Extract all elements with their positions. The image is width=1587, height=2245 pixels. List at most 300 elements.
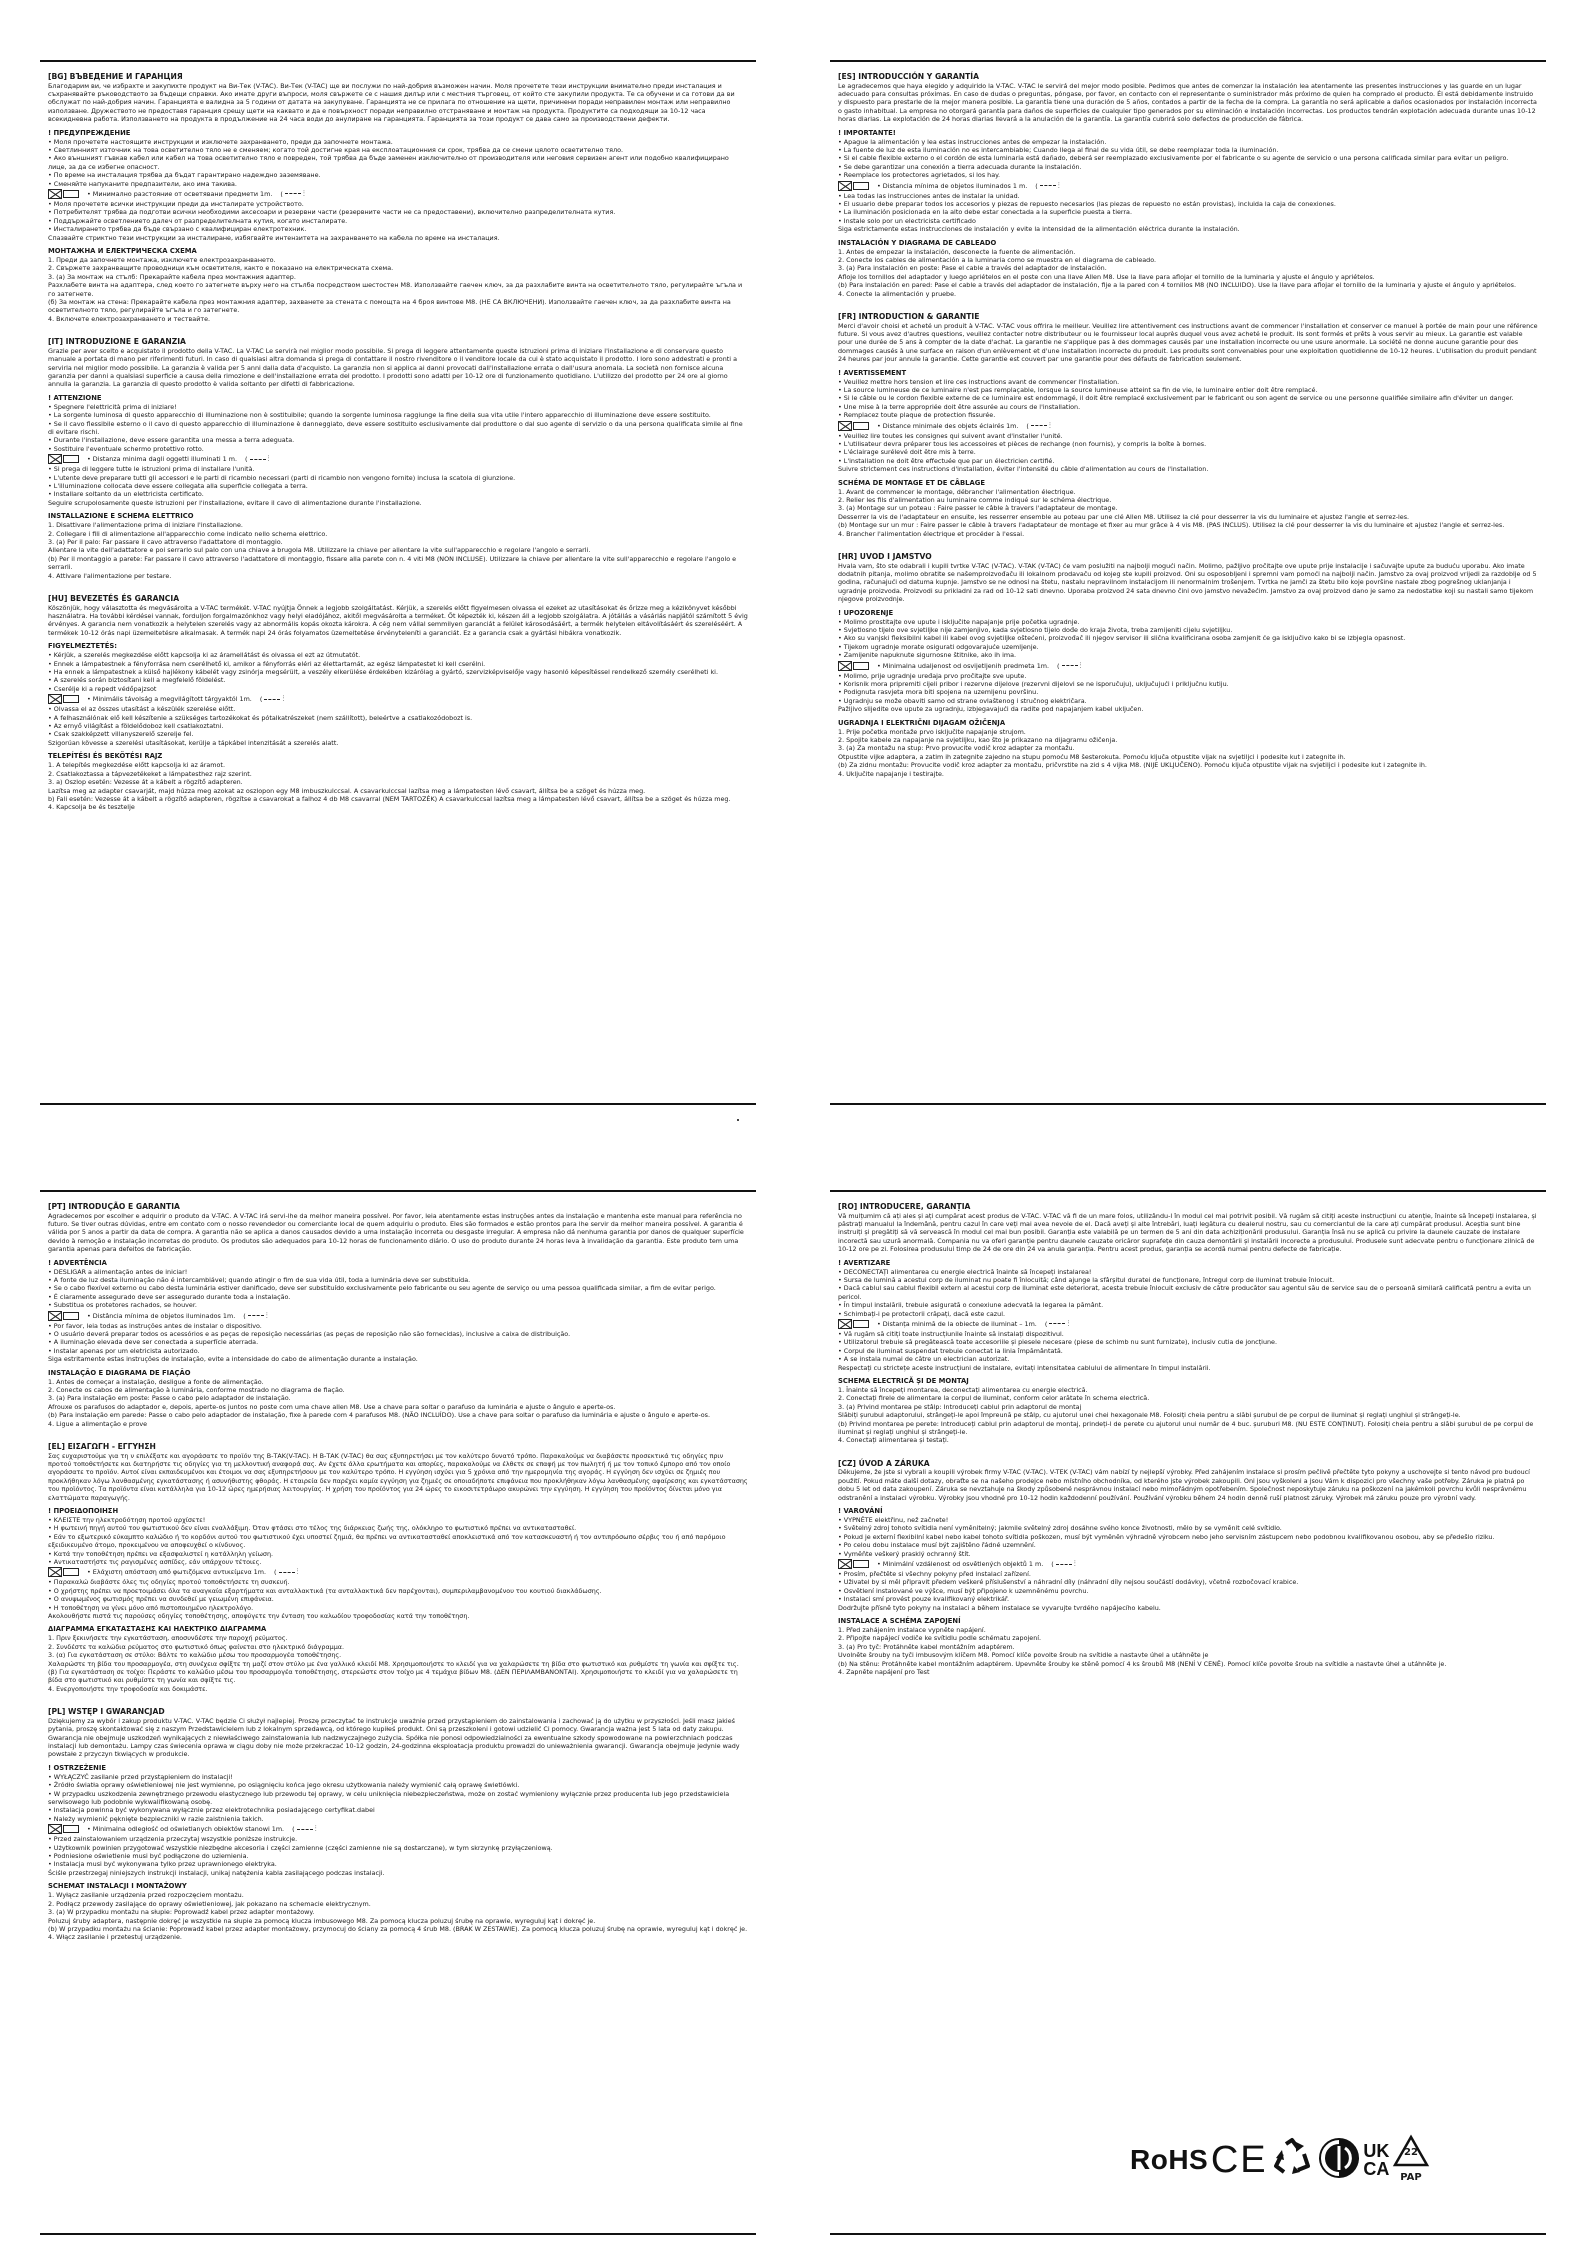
installation-step: Afloje los tornillos del adaptador y luego apriételos en el poste con una llave Allen M8. Use la llave para aflojar el tornillo de la luminaria y ajuste el ángulo y apriételos. (838, 272, 1375, 281)
warnings-list (48, 138, 748, 188)
warning-item: • În timpul instalării, trebuie asigurată o conexiune adecvată la legarea la pământ. (838, 1301, 1104, 1310)
installation-step: 2. Připojte napájecí vodiče ke svítidlu podle schématu zapojení. (838, 1634, 1042, 1643)
language-section (838, 72, 1538, 298)
language-section (48, 1442, 748, 1693)
warning-item: • WYŁĄCZYĆ zasilanie przed przystąpieniem do instalacji! (48, 1772, 233, 1781)
min-distance-text: • Minimális távolság a megvilágított tárgyaktól 1m. (87, 695, 252, 704)
warning-item: • Se o cabo flexível externo ou cabo desta luminária estiver danificado, deve ser substituído exclusivamente pelo fabricante ou seu agente de serviço ou uma pessoa qualificada similar, a fim de evitar perigo. (48, 1284, 716, 1293)
section-title: [EL] ΕΙΣΑΓΩΓΗ - ΕΓΓΥΗΣΗ (48, 1442, 156, 1452)
installation-step: 1. Antes de empezar la instalación, desconecte la fuente de alimentación. (838, 247, 1076, 256)
min-distance-text: • Ελάχιστη απόσταση από φωτιζόμενα αντικείμενα 1m. (87, 1568, 267, 1577)
installation-steps (838, 488, 1538, 538)
section-title: [RO] INTRODUCERE, GARANȚIA (838, 1202, 971, 1211)
distance-arrow-icon: ( ⫶ (245, 454, 269, 464)
installation-step: 2. Podłącz przewody zasilające do oprawy oświetleniowej, jak pokazano na schemacie elektrycznym. (48, 1899, 371, 1908)
installation-step: 3. (а) За монтаж на стълб: Прекарайте кабела през монтажния адаптер. (48, 272, 296, 281)
min-distance-row (48, 1311, 748, 1321)
no-cover-icon (48, 454, 62, 464)
language-section (48, 594, 748, 812)
pap-label: PAP (1400, 2172, 1422, 2183)
warnings-list (48, 1773, 748, 1823)
lamp-icon (63, 455, 79, 463)
warnings-list-2 (48, 705, 748, 747)
warnings-title: FIGYELMEZTETÉS: (48, 642, 118, 651)
section-intro: Hvala vam, što ste odabrali i kupili tvrtke V-TAC (V-TAC). V-TAK (V-TAC) će vam poslužiti na najbolji mogući način. Molimo, pažljivo pročitajte ove upute prije instalacije i sačuvajte upute za buduću uporabu. Ako imate dodatnih pitanja, molimo obratite se našemproizvođaču ili lokalnom prodavaču od kojeg ste kupili proizvod. Oni su osposobljeni i spremni vam pomoći na najbolji način. Jamstvo za ovaj proizvod vrijedi za razdoblje od 5 godina, računajući od datuma kupnje. Jamstvo se ne odnosi na štetu, nastalu nepravilnom instalacijom ili nenormalnim trošenjem. Tvrtka ne jamči za štetu bilo koje površine nastale zbog pogrešnog uklanjanja i ugradnje proizvoda. Proizvodi su prikladni za rad od 10-12 sati dnevno. Uporaba proizvod 24 sata dnevno čini ovo jamstvo nevažećim. Jamstvo za ovaj proizvod dano je samo za nedostatke koji su nastali samo tijekom njegove proizvodnje. (838, 561, 1537, 604)
installation-steps (48, 1634, 748, 1693)
fixture-distance-icon (838, 1319, 869, 1329)
warning-item: Ściśle przestrzegaj niniejszych instrukcji instalacji, unikaj natężenia kabla zasilającego podczas instalacji. (48, 1868, 385, 1877)
warning-item: • Instalaci smí provést pouze kvalifikovaný elektrikář. (838, 1595, 1009, 1604)
installation-step: 1. Antes de começar a instalação, desligue a fonte de alimentação. (48, 1377, 264, 1386)
diagram-title: INSTALAÇÃO E DIAGRAMA DE FIAÇÃO (48, 1368, 191, 1377)
warning-item: Pažljivo slijedite ove upute za ugradnju, izbjegavajući da radite pod napajanjem kabel uključen. (838, 705, 1144, 714)
fixture-distance-icon (48, 189, 79, 199)
warning-item: • Инсталирането трябва да бъде свързано с квалифициран електротехник. (48, 225, 307, 234)
warning-item: • A se instala numai de către un electrician autorizat. (838, 1355, 1010, 1364)
warning-item: • Corpul de iluminat suspendat trebuie conectat la linia împământată. (838, 1346, 1063, 1355)
warnings-list (48, 651, 748, 693)
warnings-list (838, 1516, 1538, 1558)
installation-step: 4. Kapcsolja be és tesztelje (48, 803, 135, 812)
warning-item: Dodržujte přísně tyto pokyny na instalaci a během instalace se vyvarujte tvrdého napájecího kabelu. (838, 1603, 1161, 1612)
installation-step: 3. (a) Montage sur un poteau : Faire passer le câble à travers l'adaptateur de montage. (838, 504, 1118, 513)
warning-item: • Sostituire l'eventuale schermo protettivo rotto. (48, 444, 204, 453)
document-page-top-right (830, 60, 1546, 1105)
min-distance-row (838, 181, 1538, 191)
section-intro: Agradecemos por escolher e adquirir o produto da V-TAC. A V-TAC irá servi-lhe da melhor maneira possível. Por favor, leia atentamente estas instruções antes da instalação e mantenha este manual para referência no futuro. Se tiver outras dúvidas, entre em contato com o nosso revendedor ou comerciante local de quem adquiriu o produto. Eles são formados e estão prontos para lhe servir da melhor maneira possível. A garantia é válida por 5 anos a partir da data de compra. A garantia não se aplica a danos causados devido a uma instalação incorreta ou desgaste irregular. A empresa não dá nenhuma garantia por danos de qualquer superfície devido à remoção e instalação incorretas do produto. Os produtos são adequados para 10-12 horas de funcionamento diário. O uso do produto durante 24 horas leva à invalidação da garantia. Este produto tem uma garantia apenas para defeitos de fabricação. (48, 1211, 744, 1254)
warning-item: • Instalacja powinna być wykonywana wyłącznie przez elektrotechnika posiadającego certyfikat.dabei (48, 1806, 375, 1815)
fixture-distance-icon (838, 421, 869, 431)
warnings-title: ! UPOZORENJE (838, 608, 894, 617)
section-title: [HU] BEVEZETÉS ÉS GARANCIA (48, 594, 180, 604)
warning-item: • El usuario debe preparar todos los accesorios y piezas de repuesto necesarios (las piezas de repuesto no están provistas), incluida la caja de conexiones. (838, 199, 1336, 208)
no-cover-icon (838, 1319, 852, 1329)
installation-steps (838, 248, 1538, 298)
warning-item: • Por favor, leia todas as instruções antes de instalar o dispositivo. (48, 1321, 262, 1330)
warning-item: • Světelný zdroj tohoto svítidla není vyměnitelný; jakmile světelný zdroj dosáhne svého konce životnosti, mělo by se vyměnit celé svítidlo. (838, 1524, 1282, 1533)
language-section (48, 337, 748, 580)
installation-step: 3. (a) W przypadku montażu na słupie: Poprowadź kabel przez adapter montażowy. (48, 1908, 315, 1917)
ukca-top: UK (1363, 2141, 1390, 2161)
warning-item: • Ο ανυψωμένος φωτισμός πρέπει να συνδεθεί με γειωμένη επιφάνεια. (48, 1595, 274, 1604)
installation-step: Desserrer la vis de l'adaptateur en ensuite, les resserrer ensemble au poteau par une clé Allen M8. Utilisez la clé pour desserrer la vis du luminaire et ajustez l'angle et serrez-les. (838, 512, 1410, 521)
language-section (838, 312, 1538, 538)
lamp-icon (853, 662, 869, 670)
installation-step: (b) Privind montarea pe perete: Introduceți cablul prin adaptorul de montaj, prindeți-l de perete cu ajutorul unui număr de 4 buc. șuruburi M8. (NU ESTE CONȚINUT). Folosiți cheia pentru a slăbi șurubul de pe corpul de iluminat și reglați unghiul și strângeți-le. (838, 1419, 1534, 1437)
min-distance-row (48, 189, 748, 199)
warning-item: • Veuillez mettre hors tension et lire ces instructions avant de commencer l'installation. (838, 377, 1120, 386)
installation-step: 4. Attivare l'alimentazione per testare. (48, 571, 172, 580)
distance-arrow-icon: ( ⫶ (280, 188, 304, 198)
installation-step: 4. Włącz zasilanie i przetestuj urządzenie. (48, 1933, 182, 1942)
warning-item: • Instale solo por un electricista certificado (838, 216, 976, 225)
warnings-list-2 (838, 672, 1538, 714)
warnings-list-2 (48, 1322, 748, 1364)
warning-item: • Η φωτεινή πηγή αυτού του φωτιστικού δεν είναι εναλλάξιμη. Όταν φτάσει στο τέλος της διάρκειας ζωής της, ολόκληρο το φωτιστικό πρέπει να αντικατασταθεί. (48, 1524, 577, 1533)
min-distance-row (48, 1824, 748, 1834)
lamp-icon (63, 695, 79, 703)
section-title: [PT] INTRODUÇÃO E GARANTIA (48, 1202, 180, 1211)
document-page-bottom-right (830, 1190, 1546, 2235)
installation-step: 1. A telepítés megkezdése előtt kapcsolja ki az áramot. (48, 761, 225, 770)
rohs-mark: RoHS (1130, 2144, 1209, 2175)
installation-step: Uvolněte šrouby na tyči imbusovým klíčem M8. Pomocí klíče povolte šroub na svítidle a nastavte úhel a utáhněte je (838, 1651, 1209, 1660)
installation-step: 3. (α) Για εγκατάσταση σε στύλο: Βάλτε το καλώδιο μέσω του προσαρμογέα τοποθέτησης. (48, 1651, 342, 1660)
warning-item: • Schimbați-i pe protectorii crăpați, dacă este cazul. (838, 1309, 1006, 1318)
installation-step: 2. Collegare i fili di alimentazione all'apparecchio come indicato nello schema elettrico. (48, 529, 328, 538)
installation-step: (b) Para instalación en pared: Pase el cable a través del adaptador de instalación, fije a la pared con 4 tornillos M8 (NO INCLUIDO). Use la llave para aflojar el tornillo de la luminaria y ajuste el ángulo y apriételos. (838, 281, 1517, 290)
section-title: [HR] UVOD I JAMSTVO (838, 552, 932, 562)
warning-item: • Vyměňte veškerý prasklý ochranný štít. (838, 1549, 971, 1558)
warnings-list-2 (838, 432, 1538, 474)
section-intro: Dziękujemy za wybór i zakup produktu V-TAC. V-TAC będzie Ci służył najlepiej. Proszę przeczytać te instrukcje uważnie przed przystąpieniem do zainstalowania i zachować ją do użytku w przyszłości. Jeśli masz jakieś pytania, proszę skontaktować się z naszym Przedstawicielem lub z lokalnym sprzedawcą, od którego kupiłeś produkt. Oni są przeszkoleni i gotowi udzielić Ci pomocy. Gwarancja ważna jest 5 lata od daty zakupu. Gwarancja nie obejmuje uszkodzeń wynikających z niewłaściwego zainstalowania lub nadzwyczajnego zużycia. Spółka nie ponosi odpowiedzialności za ewentualne szkody spowodowane na powierzchniach podczas instalacji lub demontażu. Lampy czas świecenia oprawa w ciągu doby nie może przekraczać 10-12 godzin, 24-godzinna eksploatacja produktu prowadzi do unieważnienia gwarancji. Gwarancja obejmuje jedynie wady powstałe z przyczyn tkwiących w produkcie. (48, 1716, 740, 1759)
fixture-distance-icon (48, 694, 79, 704)
diagram-title: UGRADNJA I ELEKTRIČNI DIJAGAM OŽIČENJA (838, 718, 1006, 727)
min-distance-text: • Distancia mínima de objetos iluminados 1 m. (877, 181, 1028, 190)
warnings-list (838, 138, 1538, 180)
section-intro: Vă mulțumim că ați ales și ați cumpărat acest produs de V-TAC. V-TAC vă fi de un mare folos, utilizându-l în modul cel mai potrivit posibil. Vă rugăm să citiți aceste instrucțiuni cu atenție, înainte să începeți instalarea, și păstrați manualul la îndemână, pentru cazul în care veți mai avea nevoie de el. Dacă aveți și alte întrebări, luați legătura cu dealerul nostru, sau cu comerciantul de la care ați cumpărat produsul. Aceștia sunt bine instruiți și pregătiți să vă servească în modul cel mai bun posibil. Garanția este valabilă pe un termen de 5 ani din data achiziționării produsului. Garanția însă nu se aplică cu privire la daunele cauzate de instalare incorectă sau uzură anormală. Compania nu va oferi garanție pentru daunele cauzate oricăror suprafețe din cauza demontării și instalării incorecte a produsului. Produsele sunt adecvate pentru o funcționare zilnică de 10-12 ore pe zi. Folosirea produsului timp de 24 de ore din 24 va anula garanția. Pentru acest produs, garanția se acordă numai pentru defecte de fabricație. (838, 1211, 1537, 1254)
warning-item: • Si prega di leggere tutte le istruzioni prima di installare l'unità. (48, 465, 255, 474)
no-cover-icon (48, 1567, 62, 1577)
language-section (838, 1459, 1538, 1677)
warning-item: • Molimo prostitajte ove upute i isključite napajanje prije početka ugradnje. (838, 617, 1080, 626)
installation-step: (b) Para instalação em parede: Passe o cabo pelo adaptador de instalação, fixe à parede com 4 parafusos M8. (NÃO INCLUÍDO). Use a chave para soltar o parafuso da luminária e ajuste o ângulo e aperte-os. (48, 1411, 711, 1420)
installation-step: 4. Ligue a alimentação e prove (48, 1419, 148, 1428)
warning-item: Siga estritamente estas instruções de instalação, evite a intensidade do cabo de alimentação durante a instalação. (48, 1355, 418, 1364)
installation-step: 4. Включете електрозахранването и тествайте. (48, 314, 211, 323)
diagram-title: INSTALACE A SCHÉMA ZAPOJENÍ (838, 1617, 961, 1626)
warning-item: • Se debe garantizar una conexión a tierra adecuada durante la instalación. (838, 162, 1082, 171)
warnings-title: ! OSTRZEŻENIE (48, 1763, 107, 1772)
installation-step: 4. Brancher l'alimentation électrique et procéder à l'essai. (838, 529, 1025, 538)
ce-mark: CE (1210, 2138, 1268, 2181)
section-intro: Merci d'avoir choisi et acheté un produit à V-TAC. V-TAC vous offrira le meilleur. Veuillez lire attentivement ces instructions avant de commencer l'installation et conserver ce manuel à portée de main pour une référence future. Si vous avez d'autres questions, veuillez contacter notre distributeur ou le fournisseur local auprès duquel vous avez acheté le produit. Ils sont formés et prêts à vous servir au mieux. La garantie est valable pour une durée de 5 ans à compter de la date d'achat. La garantie ne s'applique pas à des dommages causés par une installation incorrecte ou une usure anormale. La société ne donne aucune garantie pour des dommages causés à une surface en raison d'un enlèvement et d'une installation incorrecte du produit. Les produits sont convenables pour une exploitation quotidienne de 10-12 heures. L'utilisation du produit pendant 24 heures par jour annule la garantie. Cette garantie est couvert par une garantie pour des défauts de fabrication seulement. (838, 321, 1538, 364)
section-title: [IT] INTRODUZIONE E GARANZIA (48, 337, 186, 347)
min-distance-text: • Minimalna odległość od oświetlanych obiektów stanowi 1m. (87, 1825, 285, 1834)
warning-item: • Vă rugăm să citiți toate instrucțiunile înainte să instalați dispozitivul. (838, 1329, 1064, 1338)
warning-item: • Потребителят трябва да подготви всички необходими аксесоари и резервни части (резервните части не са предоставени), включително разпределителната кутия. (48, 208, 616, 217)
lamp-icon (853, 1560, 869, 1568)
installation-step: 1. Înainte să începeți montarea, deconectați alimentarea cu energie electrică. (838, 1386, 1088, 1394)
installation-steps (838, 1386, 1538, 1445)
pap-recycling-icon (1392, 2134, 1430, 2186)
warning-item: • Należy wymienić pęknięte bezpieczniki w razie zaistnienia takich. (48, 1814, 264, 1823)
warnings-title: ! AVERTIZARE (838, 1258, 891, 1267)
no-cover-icon (838, 181, 852, 191)
warning-item: • Instalar apenas por um eletricista autorizado. (48, 1346, 200, 1355)
warning-item: • Durante l'installazione, deve essere garantita una messa a terra adeguata. (48, 436, 295, 445)
warnings-list-2 (838, 192, 1538, 234)
min-distance-text: • Distanța minimă de la obiecte de iluminat – 1m. (877, 1319, 1037, 1328)
installation-step: (б) За монтаж на стена: Прекарайте кабела през монтажния адаптер, захванете за стената с помощта на 4 броя винтове M8. (НЕ СА ВКЛЮЧЕНИ). Използвайте гаечен ключ, за да разхлабите винта на осветителното тяло, регулирайте ъгъла и го затегнете. (48, 298, 731, 315)
min-distance-row (48, 1567, 748, 1577)
diagram-title: МОНТАЖНА И ЕЛЕКТРИЧЕСКА СХЕМА (48, 247, 197, 255)
diagram-title: INSTALLAZIONE E SCHEMA ELETTRICO (48, 512, 194, 521)
warning-item: Seguire scrupolosamente queste istruzioni per l'installazione, evitare il cavo di alimentazione durante l'installazione. (48, 498, 422, 507)
fixture-distance-icon (838, 661, 869, 671)
warning-item: • Apague la alimentación y lea estas instrucciones antes de empezar la instalación. (838, 137, 1107, 146)
warning-item: • Εάν το εξωτερικό εύκαμπτο καλώδιο ή το κορδόνι αυτού του φωτιστικού έχει υποστεί ζημιά, θα πρέπει να αντικατασταθεί αποκλειστικά από τον κατασκευαστή ή τον αντιπρόσωπο σέρβις του ή από παρόμοιο εξειδικευμένο άτομο, προκειμένου να αποφευχθεί ο κίνδυνος. (48, 1532, 726, 1550)
distance-arrow-icon: ( ⫶ (243, 1310, 267, 1320)
min-distance-row (48, 694, 748, 704)
no-cover-icon (48, 1311, 62, 1321)
installation-step: 3. (a) Per il palo: Far passare il cavo attraverso l'adattatore di montaggio. (48, 538, 283, 547)
installation-step: (b) Montage sur un mur : Faire passer le câble à travers l'adaptateur de montage et fixer au mur grâce à 4 vis M8. (PAS INCLUS). Utilisez la clé pour desserrer la vis du luminaire et ajustez l'angle et serrez-les. (838, 521, 1505, 530)
fixture-distance-icon (48, 1311, 79, 1321)
lamp-icon (853, 1320, 869, 1328)
warnings-list (838, 378, 1538, 420)
fixture-distance-icon (48, 1824, 79, 1834)
warning-item: • Molimo, prije ugradnje uređaja prvo pročitajte sve upute. (838, 671, 1027, 680)
warning-item: Szigorúan kövesse a szerelési utasításokat, kerülje a tápkábel intenzitását a szerelés alatt. (48, 738, 339, 747)
warning-item: • Instalacja musi być wykonywana tylko przez uprawnionego elektryka. (48, 1860, 277, 1869)
no-cover-icon (48, 1824, 62, 1834)
warning-item: • Si el cable flexible externo o el cordón de esta luminaria está dañado, deberá ser reemplazado exclusivamente por el fabricante o su agente de servicio o una persona calificada similar para evitar un peligro. (838, 154, 1509, 163)
warning-item: • Uživatel by si měl připravit předem veškeré příslušenství a náhradní díly (náhradní díly nejsou součástí dodávky), včetně rozbočovací krabice. (838, 1578, 1299, 1587)
warning-item: • A fonte de luz desta iluminação não é intercambiável; quando atingir o fim de sua vida útil, toda a luminária deve ser substituída. (48, 1275, 471, 1284)
installation-step: 2. Relier les fils d'alimentation au luminaire comme indiqué sur le schéma électrique. (838, 496, 1112, 505)
warnings-list-2 (48, 1835, 748, 1877)
lamp-icon (853, 422, 869, 430)
no-cover-icon (48, 694, 62, 704)
section-intro: Grazie per aver scelto e acquistato il prodotto della V-TAC. La V-TAC Le servirà nel miglior modo possibile. Si prega di leggere attentamente queste istruzioni prima di iniziare l'installazione e di conservare questo manuale a portata di mano per riferimenti futuri. In caso di qualsiasi altra domanda si prega di contattare il nostro rivenditore o il venditore locale da cui è stato acquistato il prodotto. I loro sono addestrati e pronti a servirla nel miglior modo possibile. La garanzia è valida per 5 anni dalla data d'acquisto. La garanzia non si applica ai danni provocati dall'installazione errata o dall'usura anomala. La società non fornisce alcuna garanzia per danni a qualsiasi superficie a causa della rimozione e dell'installazione errata del prodotto. I prodotti sono adatti per 10-12 ore di funzionamento quotidiano. L'utilizzo del prodotto per 24 ore al giorno annulla la garanzia. La garanzia di questo prodotto è valida soltanto per difetti di fabbricazione. (48, 346, 737, 389)
min-distance-text: • Минимално разстояние от осветявани предмети 1m. (87, 189, 273, 198)
warning-item: • L'illuminazione collocata deve essere collegata alla superficie collegata a terra. (48, 482, 308, 491)
warnings-title: ! ADVERTÊNCIA (48, 1258, 107, 1267)
warning-item: • Kérjük, a szerelés megkezdése előtt kapcsolja ki az áramellátást és olvassa el ezt az útmutatót. (48, 651, 361, 660)
no-cover-icon (48, 189, 62, 199)
warning-item: • Spegnere l'elettricità prima di iniziare! (48, 402, 177, 411)
installation-step: 4. Zapněte napájení pro Test (838, 1668, 930, 1677)
warning-item: • Źródło światła oprawy oświetleniowej nie jest wymienne, po osiągnięciu końca jego okresu użytkowania należy wymienić całą oprawę świetlówki. (48, 1781, 520, 1790)
warning-item: • Моля прочетете настоящите инструкции и изключете захранването, преди да започнете монтажа. (48, 137, 393, 146)
language-section (48, 1707, 748, 1941)
installation-step: 2. Spojite kabele za napajanje na svjetiljku, kao što je prikazano na dijagramu ožičenja. (838, 736, 1118, 745)
warning-item: • L'éclairage surélevé doit être mis à terre. (838, 448, 976, 457)
warning-item: • Użytkownik powinien przygotować wszystkie niezbędne akcesoria i części zamienne (części zamienne nie są dostarczane), w tym skrzynkę przyłączeniową. (48, 1843, 553, 1852)
installation-step: 2. Conectați firele de alimentare la corpul de iluminat, conform celor arătate în schema electrică. (838, 1394, 1150, 1403)
installation-step: 2. Conecte os cabos de alimentação à luminária, conforme mostrado no diagrama de fiação. (48, 1386, 345, 1394)
warning-item: • Svjetlosno tijelo ove svjetiljke nije zamjenjivo, kada svjetlosno tijelo dođe do kraja života, treba zamijeniti cijelu svjetiljku. (838, 626, 1233, 634)
section-intro: Le agradecemos que haya elegido y adquirido la V-TAC. V-TAC le servirá del mejor modo posible. Pedimos que antes de comenzar la instalación lea atentamente las presentes instrucciones y las guarde en un lugar adecuado para consultas próximas. En caso de dudas o preguntas, póngase, por favor, en contacto con el representante o suministrador más próximo de quien ha comprado el producto. Él está debidamente instruido y dispuesto para prestarle de la mejor manera posible. La garantía tiene una duración de 5 años, contados a partir de la fecha de la compra. La garantía no será aplicable a daños ocasionados por instalación incorrecta o gasto inhabitual. La empresa no otorgará garantía para daños de superficies de cualquier tipo generados por su eliminación e instalación incorrectas. Los productos tendrán explotación adecuada durante unas 10-12 horas diarias. La explotación de 24 horas diarias llevará a la anulación de la garantía. La garantía cubrirá solo defectos de producción de fábrica. (838, 81, 1537, 124)
language-section (838, 1202, 1538, 1445)
fixture-distance-icon (48, 1567, 79, 1577)
min-distance-text: • Distanza minima dagli oggetti illuminati 1 m. (87, 455, 237, 464)
section-title: [CZ] ÚVOD A ZÁRUKA (838, 1458, 930, 1468)
warning-item: • Podignuta rasvjeta mora biti spojena na uzemljenu površinu. (838, 688, 1039, 697)
min-distance-text: • Minimální vzdálenost od osvětlených objektů 1 m. (877, 1560, 1044, 1568)
lamp-icon (853, 182, 869, 190)
warnings-list-2 (48, 465, 748, 507)
section-title: [BG] ВЪВЕДЕНИЕ И ГАРАНЦИЯ (48, 72, 183, 81)
warning-item: • DECONECTAȚI alimentarea cu energie electrică înainte să începeți instalarea! (838, 1267, 1092, 1276)
installation-steps (48, 521, 748, 580)
installation-step: Allentare la vite dell'adattatore e poi serrarlo sul palo con una chiave a brugola M8. Utilizzare la chiave per allentare la vite sull'apparecchio e regolare l'angolo e serrarli. (48, 546, 591, 555)
warning-item: • Installare soltanto da un elettricista certificato. (48, 490, 204, 499)
distance-arrow-icon: ( ⫶ (1051, 1559, 1075, 1568)
warning-item: • Csak szakképzett villanyszerelő szerelje fel. (48, 730, 194, 739)
min-distance-row (838, 1319, 1538, 1329)
recycle-icon (1270, 2136, 1314, 2184)
warning-item: • Tijekom ugradnje morate osigurati odgovarajuće uzemljenje. (838, 642, 1039, 651)
installation-step: 2. Csatlakoztassa a tápvezetékeket a lámpatesthez rajz szerint. (48, 769, 252, 778)
section-title: [ES] INTRODUCCIÓN Y GARANTÍA (838, 72, 980, 81)
warning-item: • Ο χρήστης πρέπει να προετοιμάσει όλα τα αναγκαία εξαρτήματα και ανταλλακτικά (τα ανταλλακτικά δεν παρέχονται), συμπεριλαμβανομένου του κουτιού διακλάδωσης. (48, 1586, 602, 1595)
diagram-title: ΔΙΑΓΡΑΜΜΑ ΕΓΚΑΤΑΣΤΑΣΗΣ ΚΑΙ ΗΛΕΚΤΡΙΚΟ ΔΙΑΓΡΑΜΜΑ (48, 1625, 267, 1634)
language-section (48, 72, 748, 323)
stray-dot (737, 1119, 739, 1121)
distance-arrow-icon: ( ⫶ (1044, 1318, 1069, 1328)
installation-step: b) Fali esetén: Vezesse át a kábelt a rögzítő adapteren, rögzítse a csavarokat a falhoz 4 db M8 csavarral (NEM TARTOZÉK) A csavarkulccsal lazítsa meg a lámpatesten lévő csavart, állítsa be a szöget és húzza meg. (48, 794, 731, 803)
diagram-title: SCHEMAT INSTALACJI I MONTAŻOWY (48, 1882, 187, 1891)
distance-arrow-icon: ( ⫶ (1057, 660, 1081, 670)
warnings-list-2 (838, 1330, 1538, 1372)
warning-item: • L'utente deve preparare tutti gli accessori e le parti di ricambio necessari (parti di ricambio non vengono fornite) inclusa la scatola di giunzione. (48, 473, 516, 482)
distance-arrow-icon: ( ⫶ (1026, 420, 1050, 430)
installation-step: 1. Prije početka montaže prvo isključite napajanje strujom. (838, 727, 1026, 736)
warning-item: • L'installation ne doit être effectuée que par un électricien certifié. (838, 456, 1055, 465)
installation-step: 1. Před zahájením instalace vypněte napájení. (838, 1626, 986, 1635)
warning-item: • Ha ennek a lámpatestnek a külső hajlékony kábelét vagy zsinórja megsérült, a veszély elkerülése érdekében kizárólag a gyártó, szervizképviselője vagy hasonló képesítéssel rendelkező személy cserélheti ki. (48, 668, 718, 677)
ukca-mark (1363, 2142, 1389, 2178)
installation-step: (b) W przypadku montażu na ścianie: Poprowadź kabel przez adapter montażowy, przymocuj do ściany za pomocą 4 śrub M8. (BRAK W ZESTAWIE). Za pomocą klucza poluzuj śrubę na oprawie, wyreguluj kąt i dokręć je. (48, 1924, 748, 1933)
warning-item: • Dacă cablul sau cablul flexibil extern al acestui corp de iluminat este deteriorat, acesta trebuie înlocuit exclusiv de către producător sau agentul său de service sau de o persoană similară calificată pentru a evita un pericol. (838, 1284, 1531, 1301)
warning-item: • ΚΛΕΙΣΤΕ την ηλεκτροδότηση προτού αρχίσετε! (48, 1515, 206, 1524)
warning-item: • Po celou dobu instalace musí být zajištěno řádné uzemnění. (838, 1541, 1036, 1550)
installation-step: 2. Conecte los cables de alimentación a la luminaria como se muestra en el diagrama de cableado. (838, 256, 1157, 264)
warning-item: • Olvassa el az összes utasítást a készülék szerelése előtt. (48, 705, 236, 714)
warnings-title: ! ΠΡΟΕΙΔΟΠΟΙΗΣΗ (48, 1506, 119, 1515)
warning-item: • Substitua os protetores rachados, se houver. (48, 1301, 197, 1310)
diagram-title: TELEPÍTÉSI ÉS BEKÖTÉSI RAJZ (48, 752, 163, 761)
installation-step: (β) Για εγκατάσταση σε τοίχο: Περάστε το καλώδιο μέσω του προσαρμογέα τοποθέτησης, στερεώστε στον τοίχο με 4 τεμάχια βίδων M8. (ΔΕΝ ΠΕΡΙΛΑΜΒΑΝΟΝΤΑΙ). Χρησιμοποιήστε το κλειδί για να χαλαρώσετε τη βίδα στο φωτιστικό και ρυθμίστε τη γωνία και σφίξτε τις. (48, 1668, 738, 1685)
warning-item: • Veuillez lire toutes les consignes qui suivent avant d'installer l'unité. (838, 431, 1063, 440)
installation-step: Poluzuj śruby adaptera, następnie dokręć je wszystkie na słupie za pomocą klucza imbusowego M8. Za pomocą klucza poluzuj śrubę na oprawie, wyreguluj kąt i dokręć je. (48, 1916, 596, 1925)
warning-item: • Αντικαταστήστε τις ραγισμένες ασπίδες, εάν υπάρχουν τέτοιες. (48, 1558, 262, 1566)
warning-item: Siga estrictamente estas instrucciones de instalación y evite la intensidad de la alimentación eléctrica durante la instalación. (838, 225, 1240, 234)
installation-step: 1. Преди да започнете монтажа, изключете електрозахранването. (48, 256, 276, 264)
fixture-distance-icon (838, 1559, 869, 1569)
warning-item: Ακολουθήστε πιστά τις παρούσες οδηγίες τοποθέτησης, αποφύγετε την ένταση του καλωδίου τροφοδοσίας κατά την τοποθέτηση. (48, 1612, 470, 1621)
installation-step: Otpustite vijke adaptera, a zatim ih zategnite zajedno na stupu pomoću M8 šesterokuta. Pomoću ključa otpustite vijak na svjetiljci i podesite kut i zategnite ih. (838, 752, 1346, 761)
warning-item: • Zamijenite napuknute sigurnosne štitnike, ako ih ima. (838, 651, 1017, 660)
warning-item: • Сменяйте напуканите предпазители, ако има такива. (48, 179, 237, 188)
warning-item: • La source lumineuse de ce luminaire n'est pas remplaçable, lorsque la source lumineuse atteint sa fin de vie, le luminaire entier doit être remplacé. (838, 385, 1318, 394)
no-cover-icon (838, 1559, 852, 1569)
installation-step: 4. Ενεργοποιήστε την τροφοδοσία και δοκιμάστε. (48, 1684, 208, 1693)
installation-step: Разхлабете винта на адаптера, след което го затегнете върху него на стълба посредством шестостен M8. Използвайте гаечен ключ, за да разхлабите винта на осветителното тяло, регулирайте ъгъла и го затегнете. (48, 281, 743, 298)
language-section (838, 552, 1538, 778)
warning-item: • A iluminação elevada deve ser conectada a superfície aterrada. (48, 1338, 259, 1347)
warnings-list-2 (838, 1570, 1538, 1612)
installation-step: 1. Πριν ξεκινήσετε την εγκατάσταση, αποσυνδέστε την παροχή ρεύματος. (48, 1634, 288, 1643)
installation-step: Χαλαρώστε τη βίδα του προσαρμογέα, στη συνέχεια σφίξτε τη μαζί στον στύλο με ένα γαλλικό κλειδί M8. Χρησιμοποιήστε το κλειδί για να χαλαρώσετε τη βίδα στο φωτιστικό και ρυθμίστε τη γωνία και σφίξτε τις. (48, 1659, 739, 1668)
lamp-icon (63, 190, 79, 198)
warning-item: • Ako su vanjski fleksibilni kabel ili kabel ovog svjetiljke oštećeni, proizvođač ili njegov servisor ili slična kvalificirana osoba zamjenit će ga isključivo kako bi se izbjegla opasnost. (838, 634, 1406, 643)
installation-step: 3. (a) Pro tyč: Protáhněte kabel montážním adaptérem. (838, 1642, 1015, 1651)
installation-step: Slăbiți șurubul adaptorului, strângeți-le apoi împreună pe stâlp, cu ajutorul unei chei hexagonale M8. Folosiți cheia pentru a slăbi șurubul de pe corpul de iluminat și reglați unghiul și strângeți-le. (838, 1411, 1461, 1420)
installation-step: 1. Wyłącz zasilanie urządzenia przed rozpoczęciem montażu. (48, 1891, 244, 1900)
language-section (48, 1202, 748, 1428)
section-title: [PL] WSTĘP I GWARANCJAD (48, 1707, 165, 1717)
min-distance-text: • Distance minimale des objets éclairés 1m. (877, 421, 1019, 430)
warning-item: • Cserélje ki a repedt védőpajzsot (48, 684, 157, 693)
installation-step: 4. Uključite napajanje i testirajte. (838, 769, 944, 778)
warnings-title: ! IMPORTANTE! (838, 128, 896, 137)
warning-item: • Κατά την τοποθέτηση πρέπει να εξασφαλιστεί η κατάλληλη γείωση. (48, 1549, 274, 1558)
distance-arrow-icon: ( ⫶ (259, 694, 284, 704)
installation-steps (838, 1626, 1538, 1676)
installation-steps (48, 256, 748, 323)
installation-step: 4. Conectați alimentarea și testați. (838, 1436, 949, 1445)
warnings-list (838, 1268, 1538, 1318)
lamp-icon (63, 1312, 79, 1320)
installation-steps (48, 761, 748, 811)
certification-marks (1130, 2130, 1430, 2190)
diagram-title: SCHEMA ELECTRICĂ ȘI DE MONTAJ (838, 1377, 969, 1385)
warnings-list (838, 618, 1538, 660)
distance-arrow-icon: ( ⫶ (292, 1824, 316, 1834)
warning-item: • Sursa de lumină a acestui corp de iluminat nu poate fi înlocuită; când ajunge la sfârșitul duratei de funcționare, întregul corp de iluminat trebuie înlocuit. (838, 1275, 1335, 1284)
warning-item: • É claramente assegurado deve ser assegurado durante toda a instalação. (48, 1292, 291, 1301)
distance-arrow-icon: ( ⫶ (1035, 180, 1059, 190)
installation-step: 3. (a) Para instalação em poste: Passe o cabo pelo adaptador de instalação. (48, 1394, 291, 1403)
warning-item: • A felhasználónak elő kell készítenie a szükséges tartozékokat és pótalkatrészeket (nem szállított), beleértve a csatlakozódobozt is. (48, 713, 473, 722)
warning-item: Suivre strictement ces instructions d'installation, éviter l'intensité du câble d'alimentation au cours de l'installation. (838, 465, 1209, 474)
diagram-title: SCHÉMA DE MONTAGE ET DE CÂBLAGE (838, 478, 985, 487)
installation-step: 3. (a) Za montažu na stup: Prvo provucite vodič kroz adapter za montažu. (838, 744, 1075, 753)
installation-step: 3. a) Oszlop esetén: Vezesse át a kábelt a rögzítő adapteren. (48, 778, 243, 787)
warning-item: • Lea todas las instrucciones antes de instalar la unidad. (838, 191, 1020, 200)
min-distance-row (48, 454, 748, 464)
min-distance-text: • Distância mínima de objetos iluminados 1m. (87, 1311, 236, 1320)
warning-item: • Utilizatorul trebuie să pregătească toate accesoriile și piesele necesare (piese de schimb nu sunt furnizate), inclusiv cutia de joncțiune. (838, 1338, 1278, 1347)
warning-item: • Ugradnju se može obaviti samo od strane ovlaštenog i stručnog električara. (838, 696, 1087, 705)
warning-item: • Prosím, přečtěte si všechny pokyny před instalací zařízení. (838, 1570, 1031, 1578)
min-distance-text: • Minimalna udaljenost od osvijetljenih predmeta 1m. (877, 661, 1050, 670)
installation-steps (48, 1378, 748, 1428)
installation-step: (b) Per il montaggio a parete: Far passare il cavo attraverso l'adattatore di montaggio, fissare alla parete con n. 4 viti M8 (NON INCLUSE). Utilizzare la chiave per allentare la vite sull'apparecchio e regolare l'angolo e serrarli. (48, 554, 737, 572)
warning-item: • La fuente de luz de esta iluminación no es intercambiable; Cuando llega al final de su vida útil, se debe reemplazar toda la iluminación. (838, 145, 1279, 154)
warning-item: • Remplacez toute plaque de protection fissurée. (838, 411, 996, 420)
installation-step: 1. Avant de commencer le montage, débrancher l'alimentation électrique. (838, 487, 1076, 496)
distance-arrow-icon: ( ⫶ (274, 1567, 298, 1577)
warning-item: • VYPNĚTE elektřinu, než začnete! (838, 1515, 949, 1524)
diagram-title: INSTALACIÓN Y DIAGRAMA DE CABLEADO (838, 238, 997, 247)
warning-item: • Η τοποθέτηση να γίνει μόνο από πιστοποιημένο ηλεκτρολόγο. (48, 1603, 254, 1612)
warnings-title: ! ПРЕДУПРЕЖДЕНИЕ (48, 128, 131, 137)
warning-item: • Osvětlení instalované ve výšce, musí být připojeno k uzemněnému povrchu. (838, 1586, 1089, 1595)
warning-item: Спазвайте стриктно тези инструкции за инсталиране, избягвайте интензитета на захранването на кабела по време на инсталация. (48, 233, 500, 242)
section-intro: Σας ευχαριστούμε για τη ν επιλέξατε και αγοράσατε το προϊόν της Β-ΤΑΚ(V-TAC). Η Β-ΤΑΚ (V-TAC) θα σας εξυπηρετήσει με τον καλύτερο δυνατό τρόπο. Παρακαλούμε να διαβάσετε προσεκτικά τις οδηγίες πριν προτού τοποθετήσετε και διατηρήστε τις οδηγίες για τη μελλοντική αναφορά σας. Αν έχετε άλλα ερωτήματα και απορίες, παρακαλούμε να έλθετε σε επαφή με τον πωλητή ή με τον τοπικό έμπορο από τον οποίο αγοράσατε το προϊόν. Αυτοί είναι εκπαιδευμένοι και έτοιμοι να σας εξυπηρετήσουν με τον καλύτερο τρόπο. Η εγγύηση ισχύει για 5 χρόνια από την ημερομηνία της αγοράς. Η εγγύηση δεν ισχύει σε ζημιές που προκλήθηκαν λόγω λανθασμένης εγκατάστασης ή ασυνήθιστης φθοράς. Η εταιρεία δεν παρέχει καμία εγγύηση για ζημιές σε οποιαδήποτε επιφάνεια που προκλήθηκαν λόγω λανθασμένης αφαίρεσης και εγκατάστασης του προϊόντος. Τα προϊόντα είναι κατάλληλα για 10-12 ώρες ημερήσιας λειτουργίας. Η χρήση του προϊόντος για 24 ώρες το εικοσιτετράωρο ακυρώνει την εγγύηση. Η εγγύηση του προϊόντος δίνεται μόνο για ελαττώματα παραγωγής. (48, 1451, 748, 1502)
ukca-bottom: CA (1363, 2159, 1390, 2179)
warnings-title: ! AVERTISSEMENT (838, 368, 907, 377)
warning-item: • Podniesione oświetlenie musi być podłączone do uziemienia. (48, 1852, 249, 1861)
warning-item: • Светлинният източник на това осветително тяло не е сменяем; когато той достигне края на експлоатационния си срок, трябва да се смени цялото осветително тяло. (48, 145, 624, 154)
warning-item: • По време на инсталация трябва да бъдат гарантирано надеждно заземяване. (48, 171, 321, 180)
min-distance-row (838, 1559, 1538, 1569)
min-distance-row (838, 421, 1538, 431)
installation-step: 3. (a) Privind montarea pe stâlp: Introduceți cablul prin adaptorul de montaj (838, 1402, 1082, 1411)
min-distance-row (838, 661, 1538, 671)
installation-step: 4. Conecte la alimentación y pruebe. (838, 289, 957, 298)
no-cover-icon (838, 661, 852, 671)
document-page-bottom-left (40, 1190, 756, 2235)
warnings-title: ! ATTENZIONE (48, 393, 102, 402)
warning-item: • Si le câble ou le cordon flexible externe de ce luminaire est endommagé, il doit être remplacé exclusivement par le fabricant ou son agent de service ou une personne qualifiée similaire afin d'éviter un danger. (838, 394, 1514, 403)
warnings-list-2 (48, 1578, 748, 1620)
installation-step: (b) Za zidnu montažu: Provucite vodič kroz adapter za montažu, pričvrstite na zid s 4 vijka M8. (NIJE UKLJUČENO). Pomoću ključa otpustite vijak na svjetiljci i podesite kut i zategnite ih. (838, 761, 1427, 770)
